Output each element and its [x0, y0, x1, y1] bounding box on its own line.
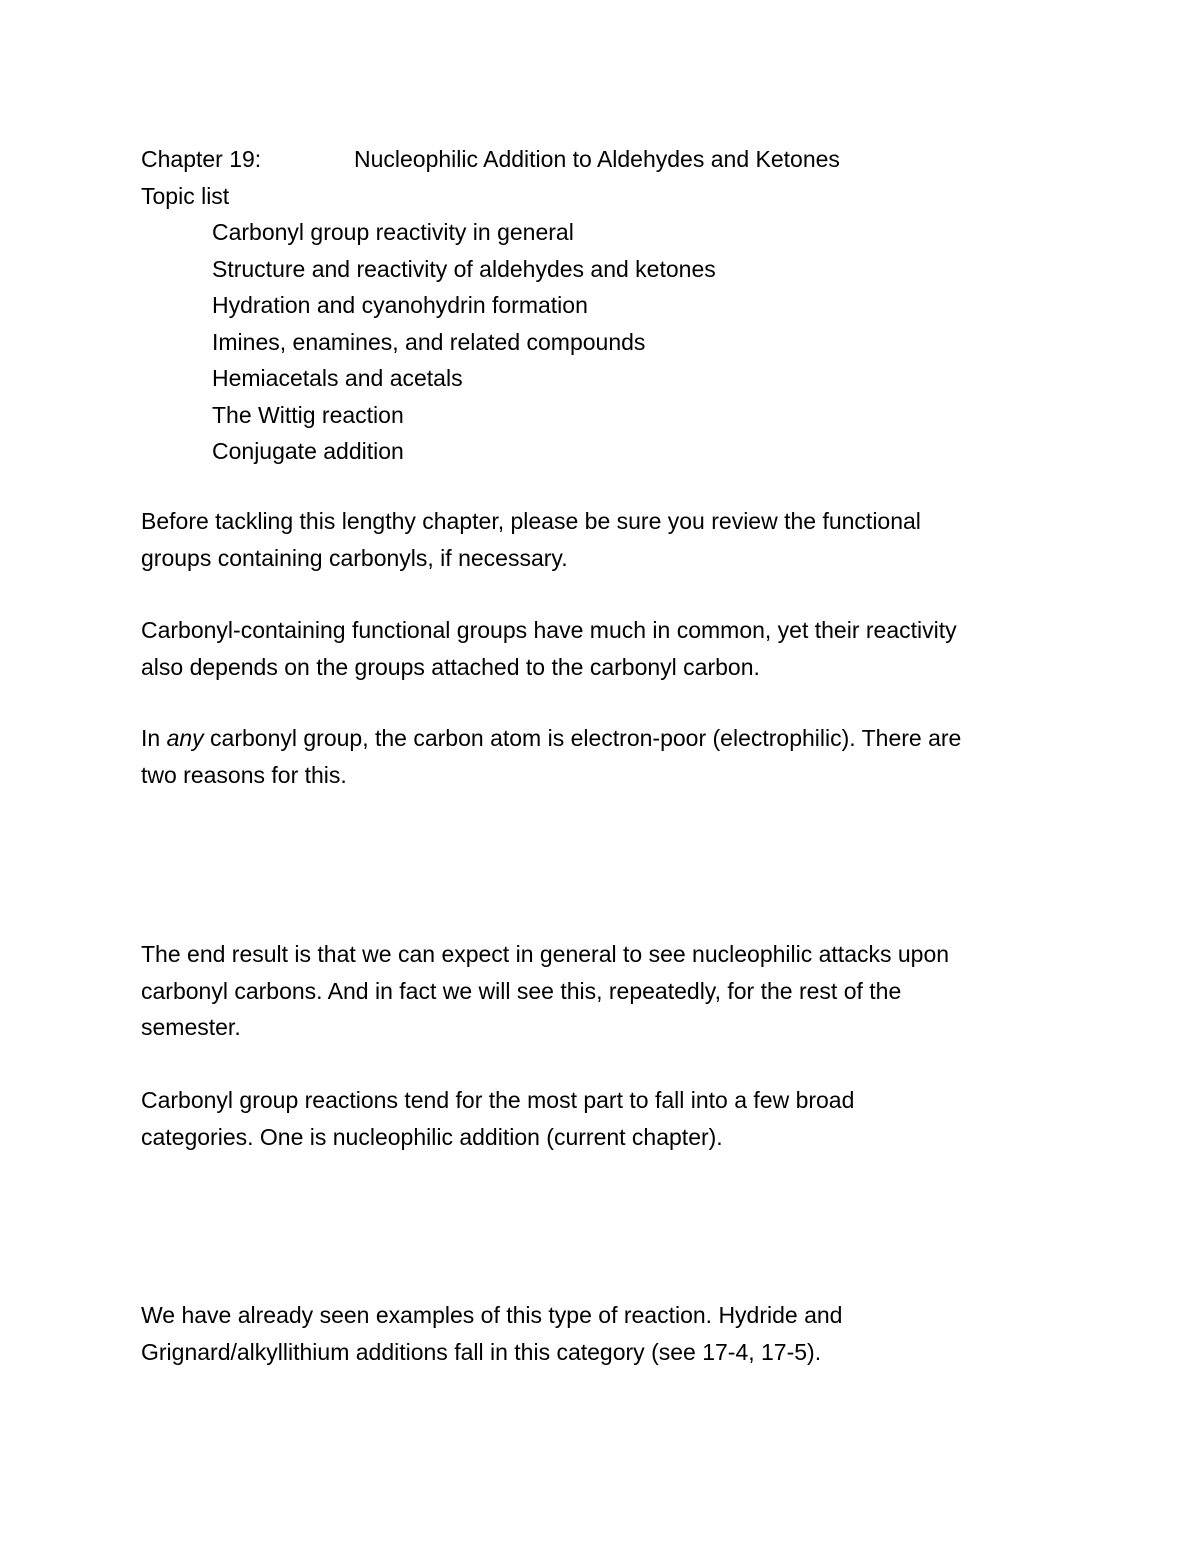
paragraph-line: also depends on the groups attached to the carbonyl carbon.: [141, 653, 760, 680]
chapter-heading: [141, 141, 1071, 178]
topic-section: [141, 141, 1071, 470]
paragraph-line: Carbonyl group reactions tend for the most part to fall into a few broad: [141, 1087, 855, 1113]
paragraph-carbonyl-groups: [141, 612, 1071, 685]
paragraph-line: groups containing carbonyls, if necessary.: [141, 544, 568, 571]
paragraph-line: two reasons for this.: [141, 761, 347, 788]
chapter-number: Chapter 19:: [141, 146, 262, 172]
chapter-title: Nucleophilic Addition to Aldehydes and Ketones: [354, 146, 840, 172]
paragraph-categories: [141, 1082, 1071, 1155]
topic-item: Conjugate addition: [212, 438, 404, 464]
paragraph-line: Carbonyl-containing functional groups have much in common, yet their reactivity: [141, 617, 957, 643]
topic-item: Carbonyl group reactivity in general: [212, 219, 574, 245]
paragraph-electrophilic: [141, 720, 1071, 793]
paragraph-line: Before tackling this lengthy chapter, please be sure you review the functional: [141, 508, 921, 534]
paragraph-line: We have already seen examples of this type of reaction. Hydride and: [141, 1302, 843, 1328]
topic-list-label: Topic list: [141, 182, 230, 209]
paragraph-line: semester.: [141, 1014, 241, 1040]
topic-item: The Wittig reaction: [212, 401, 404, 428]
paragraph-line: Grignard/alkyllithium additions fall in this category (see 17-4, 17-5).: [141, 1338, 822, 1365]
topic-item: Imines, enamines, and related compounds: [212, 328, 646, 355]
emphasis-text: any: [166, 725, 204, 751]
paragraph-line: categories. One is nucleophilic addition (current chapter).: [141, 1123, 723, 1150]
topic-item: Hydration and cyanohydrin formation: [212, 292, 588, 318]
topic-item: Hemiacetals and acetals: [212, 365, 463, 391]
paragraph-examples: [141, 1297, 1071, 1370]
topic-item: Structure and reactivity of aldehydes and ketones: [212, 255, 716, 282]
paragraph-review: [141, 503, 1071, 576]
paragraph-line: [141, 720, 1071, 757]
paragraph-line: The end result is that we can expect in general to see nucleophilic attacks upon: [141, 941, 950, 967]
paragraph-end-result: [141, 936, 1071, 1046]
text-run: In: [141, 725, 167, 751]
paragraph-line: carbonyl carbons. And in fact we will see this, repeatedly, for the rest of the: [141, 977, 902, 1004]
text-run: carbonyl group, the carbon atom is electron-poor (electrophilic). There are: [203, 725, 962, 751]
